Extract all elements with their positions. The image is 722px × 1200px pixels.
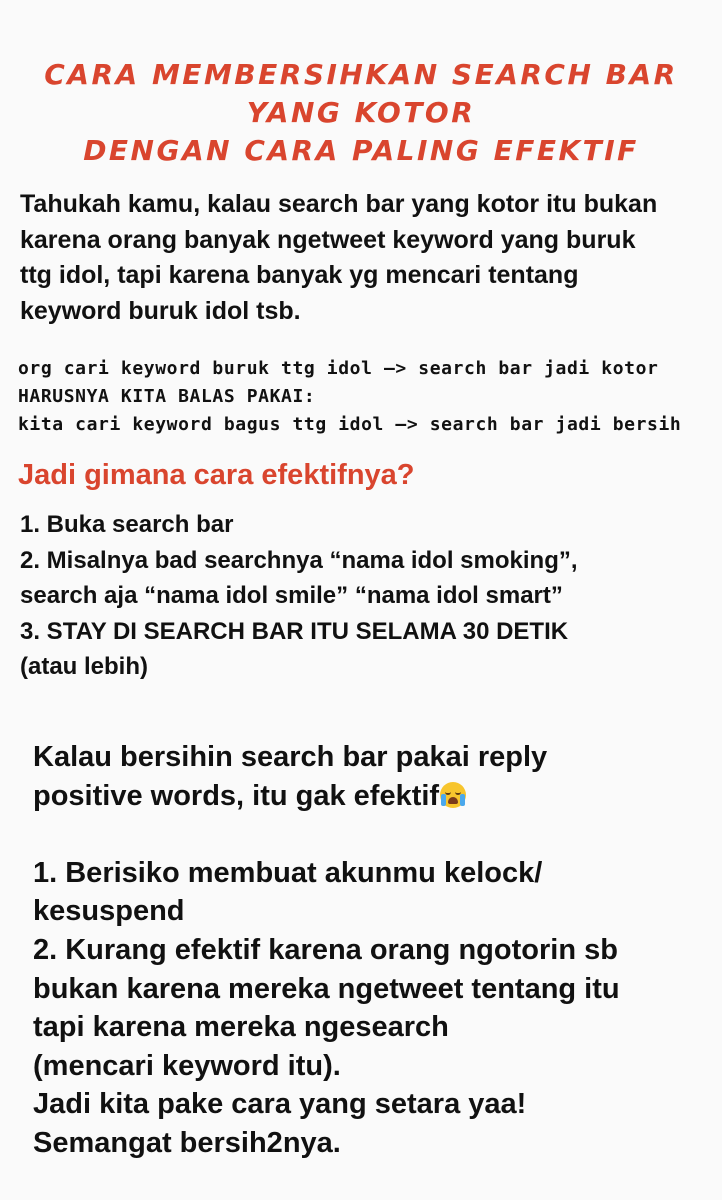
- intro-line: Tahukah kamu, kalau search bar yang kotor itu bukan: [20, 190, 658, 218]
- warning-line: (mencari keyword itu).: [33, 1049, 341, 1082]
- warning-line-with-emoji: [33, 777, 713, 816]
- comparison-line: kita cari keyword bagus ttg idol —> search bar jadi bersih: [18, 414, 682, 435]
- loudly-crying-face-icon: [440, 782, 466, 808]
- warning-line: Semangat bersih2nya.: [33, 1126, 341, 1159]
- warning-line: Kalau bersihin search bar pakai reply: [33, 741, 548, 773]
- warning-line: 2. Kurang efektif karena orang ngotorin sb: [33, 933, 618, 966]
- title: [0, 56, 722, 170]
- step-line: search aja “nama idol smile” “nama idol smart”: [20, 582, 563, 609]
- intro-line: keyword buruk idol tsb.: [20, 296, 301, 325]
- title-line-2: YANG KOTOR: [246, 96, 476, 129]
- steps-list: [20, 507, 710, 685]
- comparison-block: [18, 355, 718, 439]
- step-line: 2. Misalnya bad searchnya “nama idol smoking”,: [20, 546, 578, 574]
- step-line: 3. STAY DI SEARCH BAR ITU SELAMA 30 DETIK: [20, 617, 569, 645]
- warning-line: 1. Berisiko membuat akunmu kelock/: [33, 856, 543, 889]
- warning-line: kesuspend: [33, 895, 185, 928]
- warning-line: Jadi kita pake cara yang setara yaa!: [33, 1088, 527, 1121]
- step-line: 1. Buka search bar: [20, 511, 234, 538]
- title-line-1: CARA MEMBERSIHKAN SEARCH BAR: [44, 58, 678, 91]
- warning-paragraph: [33, 738, 713, 1163]
- warning-line-text: positive words, itu gak efektif: [33, 779, 440, 812]
- blank-line: [33, 815, 713, 854]
- intro-paragraph: [20, 187, 710, 329]
- warning-line: bukan karena mereka ngetweet tentang itu: [33, 972, 620, 1005]
- subheading: Jadi gimana cara efektifnya?: [18, 459, 415, 491]
- comparison-line: HARUSNYA KITA BALAS PAKAI:: [18, 386, 316, 407]
- step-line: (atau lebih): [20, 653, 149, 680]
- warning-line: tapi karena mereka ngesearch: [33, 1011, 449, 1044]
- intro-line: ttg idol, tapi karena banyak yg mencari tentang: [20, 261, 579, 289]
- intro-line: karena orang banyak ngetweet keyword yang buruk: [20, 225, 636, 254]
- comparison-line: org cari keyword buruk ttg idol —> search bar jadi kotor: [18, 358, 659, 379]
- title-line-3: DENGAN CARA PALING EFEKTIF: [83, 134, 639, 167]
